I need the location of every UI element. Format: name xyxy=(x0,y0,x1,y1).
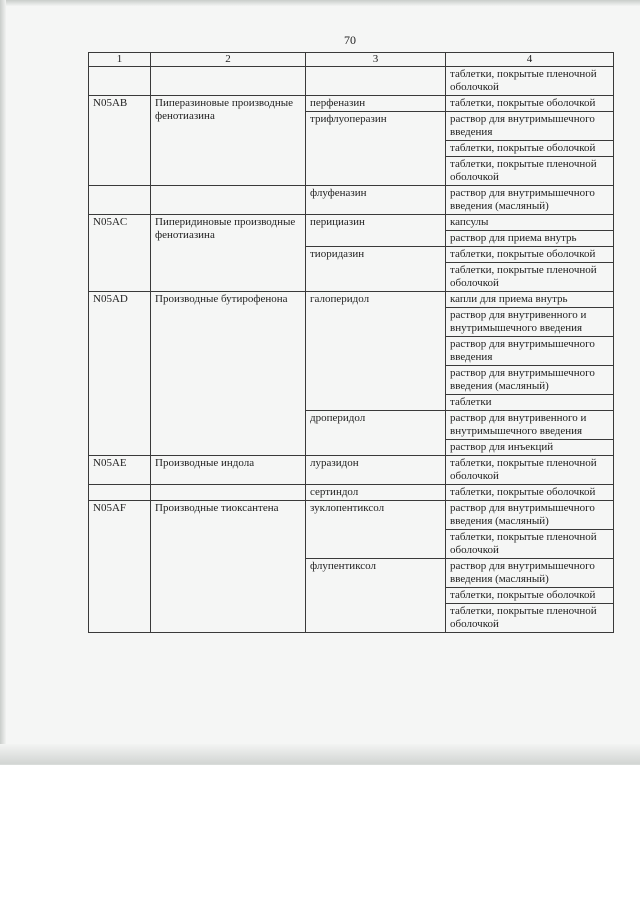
dosage-form-cell: капли для приема внутрь xyxy=(446,292,614,308)
drug-name-cell: перициазин xyxy=(306,215,446,247)
group-name-cell: Производные бутирофенона xyxy=(151,292,306,456)
scan-edge-left xyxy=(0,0,6,764)
column-header: 3 xyxy=(306,53,446,67)
atc-code-cell: N05AC xyxy=(89,215,151,292)
column-header: 2 xyxy=(151,53,306,67)
dosage-form-cell: таблетки, покрытые пленочной оболочкой xyxy=(446,67,614,96)
dosage-form-cell: раствор для приема внутрь xyxy=(446,231,614,247)
drug-name-cell: флупентиксол xyxy=(306,559,446,633)
table-row xyxy=(89,96,614,112)
drug-name-cell: перфеназин xyxy=(306,96,446,112)
dosage-form-cell: таблетки, покрытые оболочкой xyxy=(446,96,614,112)
dosage-form-cell: капсулы xyxy=(446,215,614,231)
dosage-form-cell: раствор для внутримышечного введения (масляный) xyxy=(446,559,614,588)
drug-name-cell: тиоридазин xyxy=(306,247,446,292)
atc-code-cell: N05AF xyxy=(89,501,151,633)
dosage-form-cell: раствор для внутримышечного введения (масляный) xyxy=(446,501,614,530)
drug-name-cell: трифлуоперазин xyxy=(306,112,446,186)
group-name-cell xyxy=(151,485,306,501)
column-header: 4 xyxy=(446,53,614,67)
dosage-form-cell: раствор для внутримышечного введения xyxy=(446,112,614,141)
table-row xyxy=(89,186,614,215)
table-row xyxy=(89,456,614,485)
table-row xyxy=(89,215,614,231)
drug-name-cell: сертиндол xyxy=(306,485,446,501)
group-name-cell: Производные тиоксантена xyxy=(151,501,306,633)
drug-name-cell xyxy=(306,67,446,96)
page-number: 70 xyxy=(344,33,356,47)
dosage-form-cell: раствор для внутримышечного введения xyxy=(446,337,614,366)
atc-code-cell xyxy=(89,67,151,96)
dosage-form-cell: раствор для внутривенного и внутримышечного введения xyxy=(446,411,614,440)
dosage-form-cell: раствор для внутримышечного введения (масляный) xyxy=(446,366,614,395)
dosage-form-cell: таблетки, покрытые оболочкой xyxy=(446,485,614,501)
table-row xyxy=(89,292,614,308)
table-header-row xyxy=(89,53,614,67)
table-row xyxy=(89,485,614,501)
dosage-form-cell: таблетки, покрытые пленочной оболочкой xyxy=(446,157,614,186)
table-body xyxy=(89,67,614,633)
dosage-form-cell: раствор для внутримышечного введения (масляный) xyxy=(446,186,614,215)
column-header: 1 xyxy=(89,53,151,67)
dosage-form-cell: таблетки, покрытые пленочной оболочкой xyxy=(446,263,614,292)
dosage-form-cell: таблетки, покрытые оболочкой xyxy=(446,141,614,157)
scan-edge-top xyxy=(0,0,640,6)
dosage-form-cell: раствор для внутривенного и внутримышечного введения xyxy=(446,308,614,337)
dosage-form-cell: таблетки, покрытые оболочкой xyxy=(446,247,614,263)
group-name-cell xyxy=(151,67,306,96)
table-row xyxy=(89,501,614,530)
group-name-cell xyxy=(151,186,306,215)
atc-code-cell: N05AE xyxy=(89,456,151,485)
drug-table xyxy=(88,52,614,633)
group-name-cell: Пиперидиновые производные фенотиазина xyxy=(151,215,306,292)
drug-name-cell: дроперидол xyxy=(306,411,446,456)
drug-name-cell: зуклопентиксол xyxy=(306,501,446,559)
atc-code-cell xyxy=(89,186,151,215)
group-name-cell: Пиперазиновые производные фенотиазина xyxy=(151,96,306,186)
drug-name-cell: галоперидол xyxy=(306,292,446,411)
drug-name-cell: флуфеназин xyxy=(306,186,446,215)
scan-edge-bottom xyxy=(0,744,640,764)
atc-code-cell xyxy=(89,485,151,501)
dosage-form-cell: таблетки, покрытые оболочкой xyxy=(446,588,614,604)
dosage-form-cell: таблетки, покрытые пленочной оболочкой xyxy=(446,604,614,633)
table-row xyxy=(89,67,614,96)
dosage-form-cell: таблетки xyxy=(446,395,614,411)
group-name-cell: Производные индола xyxy=(151,456,306,485)
dosage-form-cell: раствор для инъекций xyxy=(446,440,614,456)
dosage-form-cell: таблетки, покрытые пленочной оболочкой xyxy=(446,456,614,485)
drug-name-cell: луразидон xyxy=(306,456,446,485)
atc-code-cell: N05AD xyxy=(89,292,151,456)
dosage-form-cell: таблетки, покрытые пленочной оболочкой xyxy=(446,530,614,559)
atc-code-cell: N05AB xyxy=(89,96,151,186)
